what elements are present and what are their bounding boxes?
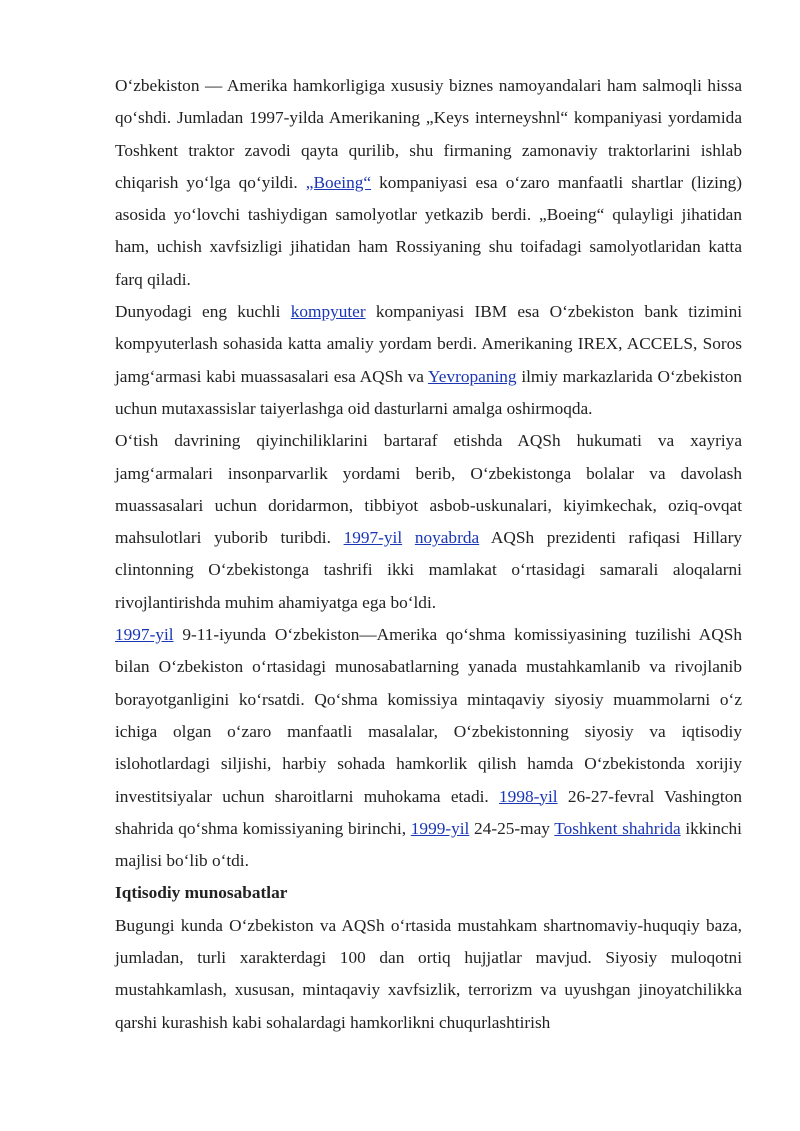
text-run: kompaniyasi esa o‘zaro manfaatli shartlar (lizing) asosida yo‘lovchi tashiydigan samolyotlar yetkazib berdi. „Boeing“ qulayligi jihatidan ham, uchish xavfsizligi jihatidan ham Rossiyaning shu toifadagi samolyotlaridan katta farq qiladi. bbox=[115, 172, 743, 289]
inline-link[interactable]: 1997-yil bbox=[115, 625, 174, 645]
text-run: ilmiy markazlarida O‘zbekiston uchun mutaxassislar taiyerlashga oid dasturlarni amalga oshirmoqda. bbox=[115, 366, 742, 418]
paragraph bbox=[115, 296, 742, 425]
text-run: O‘zbekiston — Amerika hamkorligiga xususiy biznes namoyandalari ham salmoqli hissa qo‘shdi. Jumladan 1997-yilda Amerikaning „Keys interneyshnl“ kompaniyasi yordamida Toshkent traktor zavodi qayta qurilib, shu firmaning zamonaviy traktorlarini ishlab chiqarish yo‘lga qo‘yildi. bbox=[115, 76, 742, 192]
text-run: O‘tish davrining qiyinchiliklarini bartaraf etishda AQSh hukumati va xayriya jamg‘armalari insonparvarlik yordami berib, O‘zbekistonga bolalar va davolash muassasalari uchun doridarmon, tibbiyot asbob-uskunalari, kiyimkechak, oziq-ovqat mahsulotlari yuborib turibdi. bbox=[115, 431, 742, 548]
inline-link[interactable]: noyabrda bbox=[414, 528, 480, 548]
document-page bbox=[115, 70, 742, 1039]
inline-link[interactable]: „Boeing“ bbox=[305, 172, 372, 192]
text-run: 9-11-iyunda O‘zbekiston—Amerika qo‘shma komissiyasining tuzilishi AQSh bilan O‘zbekiston o‘rtasidagi munosabatlarning yanada mustahkamlanib va rivojlanib borayotganligini ko‘rsatdi. Qo‘shma komissiya mintaqaviy siyosiy muammolarni o‘z ichiga olgan o‘zaro manfaatli masalalar, O‘zbekistonning siyosiy va iqtisodiy islohotlardagi siljishi, harbiy sohada hamkorlik qilish hamda O‘zbekistonda xorijiy investitsiyalar uchun sharoitlarni muhokama etadi. bbox=[115, 625, 742, 806]
inline-link[interactable]: 1997-yil bbox=[343, 528, 403, 548]
text-run: AQSh prezidenti rafiqasi Hillary clintonning O‘zbekistonga tashrifi ikki mamlakat o‘rtasidagi samarali aloqalarni rivojlantirishda muhim ahamiyatga ega bo‘ldi. bbox=[115, 528, 742, 612]
text-run: Dunyodagi eng kuchli bbox=[115, 302, 291, 322]
inline-link[interactable]: kompyuter bbox=[290, 302, 366, 322]
inline-link[interactable]: Toshkent shahrida bbox=[554, 818, 681, 838]
text-run: 26-27-fevral Vashington shahrida qo‘shma komissiyaning birinchi, bbox=[115, 786, 742, 838]
text-run: ikkinchi majlisi bo‘lib o‘tdi. bbox=[115, 818, 742, 871]
paragraph bbox=[115, 425, 742, 619]
paragraph bbox=[115, 70, 742, 296]
text-run: 24-25-may bbox=[469, 818, 555, 838]
paragraph bbox=[115, 619, 742, 877]
section-heading: Iqtisodiy munosabatlar bbox=[115, 883, 288, 903]
text-run bbox=[402, 528, 415, 547]
text-run: kompaniyasi IBM esa O‘zbekiston bank tizimini kompyuterlash sohasida katta amaliy yordam berdi. Amerikaning IREX, ACCELS, Soros jamg‘armasi kabi muassasalari esa AQSh va bbox=[115, 302, 743, 386]
inline-link[interactable]: 1998-yil bbox=[499, 786, 558, 806]
inline-link[interactable]: 1999-yil bbox=[410, 818, 470, 838]
inline-link[interactable]: Yevropaning bbox=[428, 366, 517, 386]
body-text bbox=[115, 70, 742, 877]
paragraph: Bugungi kunda O‘zbekiston va AQSh o‘rtasida mustahkam shartnomaviy-huquqiy baza, jumladan, turli xarakterdagi 100 dan ortiq hujjatlar mavjud. Siyosiy muloqotni mustahkamlash, xususan, mintaqaviy xavfsizlik, terrorizm va uyushgan jinoyatchilikka qarshi kurashish kabi sohalardagi hamkorlikni chuqurlashtirish bbox=[115, 915, 742, 1032]
